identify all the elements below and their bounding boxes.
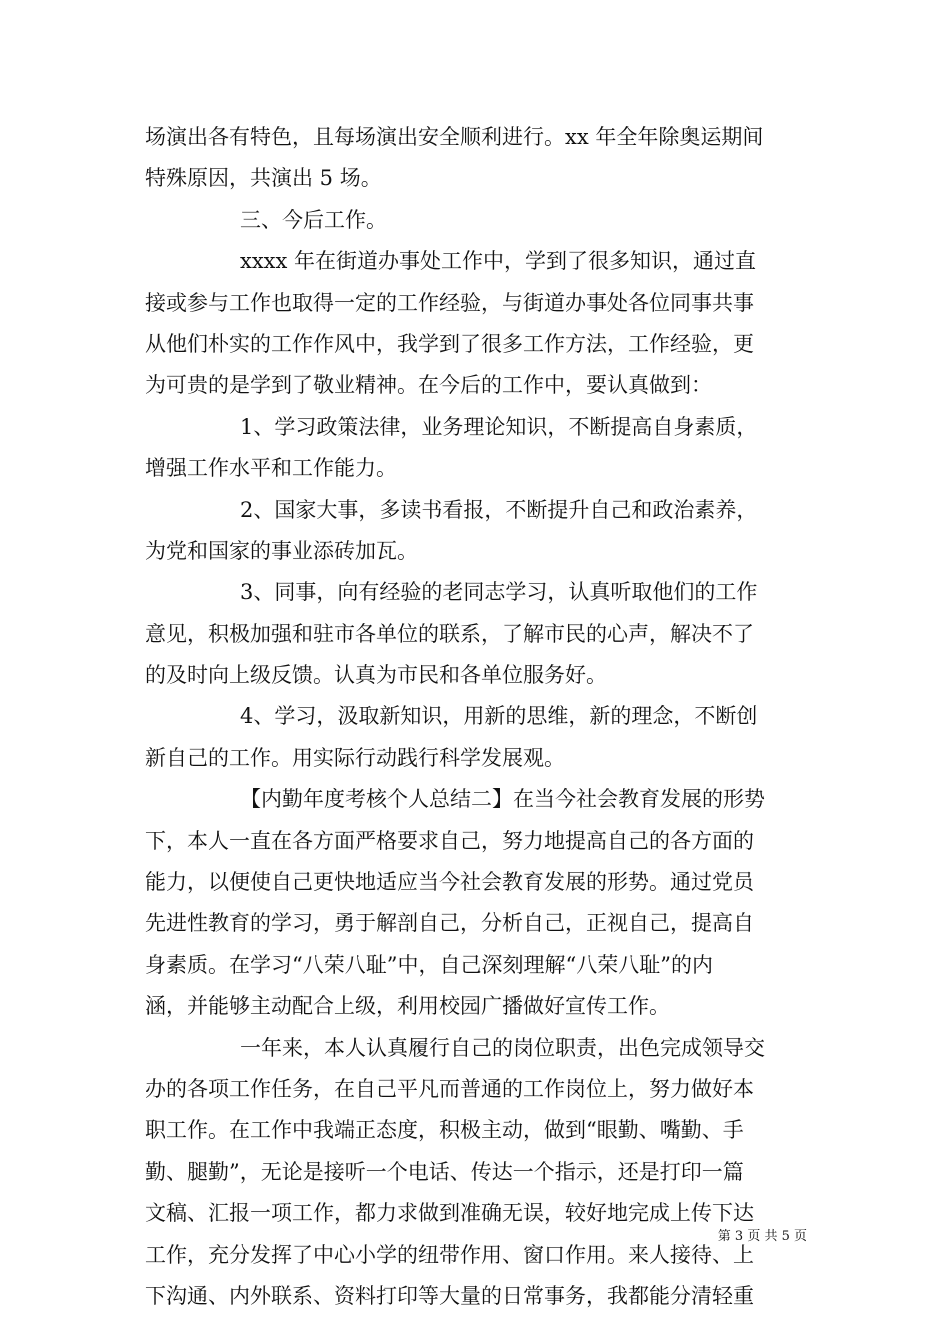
text-line: 文稿、汇报一项工作，都力求做到准确无误，较好地完成上传下达	[145, 1201, 754, 1226]
text-line: 3、同事，向有经验的老同志学习，认真听取他们的工作	[240, 580, 758, 605]
text-line: 身素质。在学习“八荣八耻”中，自己深刻理解“八荣八耻”的内	[145, 952, 713, 977]
text-line: 工作，充分发挥了中心小学的纽带作用、窗口作用。来人接待、上	[145, 1242, 754, 1267]
text-line: 三、今后工作。	[240, 207, 387, 232]
text-line: 勤、腿勤”，无论是接听一个电话、传达一个指示，还是打印一篇	[145, 1159, 744, 1184]
text-line: 特殊原因，共演出 5 场。	[145, 166, 382, 191]
text-line: 能力，以便使自己更快地适应当今社会教育发展的形势。通过党员	[145, 870, 754, 895]
text-line: 【内勤年度考核个人总结二】在当今社会教育发展的形势	[240, 787, 765, 812]
text-line: 下，本人一直在各方面严格要求自己，努力地提高自己的各方面的	[145, 828, 754, 853]
text-line: 涵，并能够主动配合上级，利用校园广播做好宣传工作。	[145, 994, 670, 1019]
text-line: 从他们朴实的工作作风中，我学到了很多工作方法，工作经验，更	[145, 331, 754, 356]
text-line: 场演出各有特色，且每场演出安全顺利进行。xx 年全年除奥运期间	[145, 125, 764, 149]
text-line: 4、学习，汲取新知识，用新的思维，新的理念，不断创	[240, 704, 758, 729]
text-line: 增强工作水平和工作能力。	[145, 456, 397, 481]
text-line: 先进性教育的学习，勇于解剖自己，分析自己，正视自己，提高自	[145, 911, 754, 936]
text-line: 下沟通、内外联系、资料打印等大量的日常事务，我都能分清轻重	[145, 1283, 754, 1308]
text-line: 接或参与工作也取得一定的工作经验，与街道办事处各位同事共事	[145, 290, 754, 315]
text-line: 新自己的工作。用实际行动践行科学发展观。	[145, 745, 565, 770]
text-line: xxxx 年在街道办事处工作中，学到了很多知识，通过直	[240, 249, 757, 274]
text-line: 办的各项工作任务，在自己平凡而普通的工作岗位上，努力做好本	[145, 1076, 754, 1101]
page-number-footer: 第 3 页 共 5 页	[717, 1229, 807, 1244]
text-line: 职工作。在工作中我端正态度，积极主动，做到“眼勤、嘴勤、手	[145, 1118, 744, 1143]
text-line: 为可贵的是学到了敬业精神。在今后的工作中，要认真做到：	[145, 373, 712, 398]
text-line: 1、学习政策法律，业务理论知识，不断提高自身素质，	[240, 414, 758, 439]
text-line: 意见，积极加强和驻市各单位的联系，了解市民的心声，解决不了	[145, 621, 754, 646]
text-line: 为党和国家的事业添砖加瓦。	[145, 538, 418, 563]
text-line: 的及时向上级反馈。认真为市民和各单位服务好。	[145, 663, 607, 688]
text-line: 一年来，本人认真履行自己的岗位职责，出色完成领导交	[240, 1035, 765, 1060]
text-line: 2、国家大事，多读书看报，不断提升自己和政治素养，	[240, 497, 758, 522]
document-body	[145, 117, 807, 1317]
